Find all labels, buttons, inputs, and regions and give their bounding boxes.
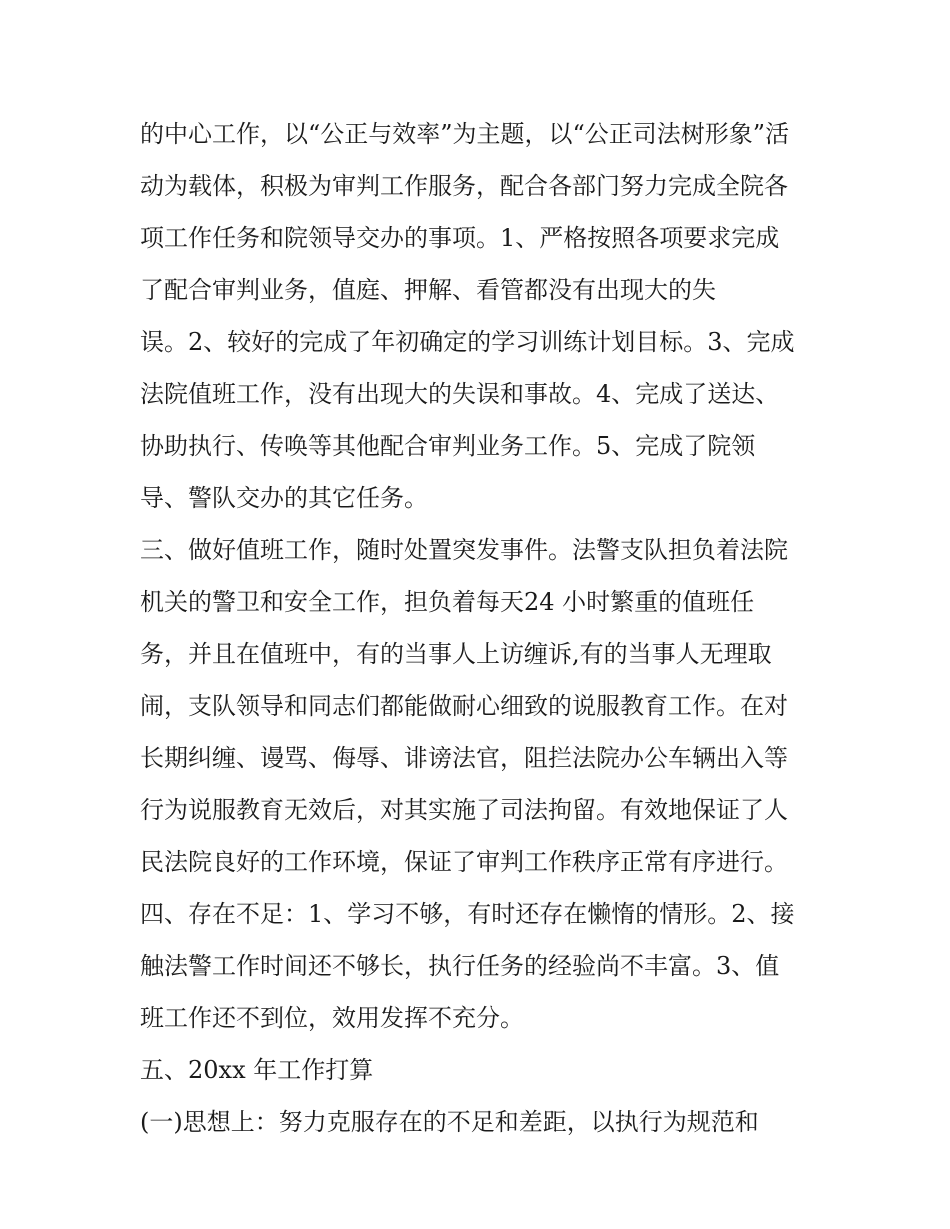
text-line: 四、存在不足：1、学习不够，有时还存在懒惰的情形。2、接 [140,900,795,928]
text-line: 民法院良好的工作环境，保证了审判工作秩序正常有序进行。 [140,848,788,876]
text-line: 触法警工作时间还不够长，执行任务的经验尚不丰富。3、值 [140,952,780,980]
text-line: 导、警队交办的其它任务。 [140,484,428,512]
text-line: 务，并且在值班中，有的当事人上访缠诉,有的当事人无理取 [140,640,772,668]
text-line: 动为载体，积极为审判工作服务，配合各部门努力完成全院各 [140,172,788,200]
text-line: 行为说服教育无效后，对其实施了司法拘留。有效地保证了人 [140,796,788,824]
body-text [140,108,820,1148]
text-line: 误。2、较好的完成了年初确定的学习训练计划目标。3、完成 [140,328,795,356]
text-line: 法院值班工作，没有出现大的失误和事故。4、完成了送达、 [140,380,780,408]
text-line: 长期纠缠、谩骂、侮辱、诽谤法官，阻拦法院办公车辆出入等 [140,744,788,772]
text-line: 了配合审判业务，值庭、押解、看管都没有出现大的失 [140,276,716,304]
text-line: 班工作还不到位，效用发挥不充分。 [140,1004,524,1032]
text-line: 机关的警卫和安全工作，担负着每天24 小时繁重的值班任 [140,588,755,616]
text-line: 项工作任务和院领导交办的事项。1、严格按照各项要求完成 [140,224,780,252]
text-line: (一)思想上：努力克服存在的不足和差距，以执行为规范和 [140,1108,759,1136]
text-line: 三、做好值班工作，随时处置突发事件。法警支队担负着法院 [140,536,788,564]
text-line: 闹，支队领导和同志们都能做耐心细致的说服教育工作。在对 [140,692,788,720]
text-line: 的中心工作，以“公正与效率”为主题，以“公正司法树形象”活 [140,120,790,148]
text-line: 协助执行、传唤等其他配合审判业务工作。5、完成了院领 [140,432,756,460]
text-line: 五、20xx 年工作打算 [140,1056,374,1084]
